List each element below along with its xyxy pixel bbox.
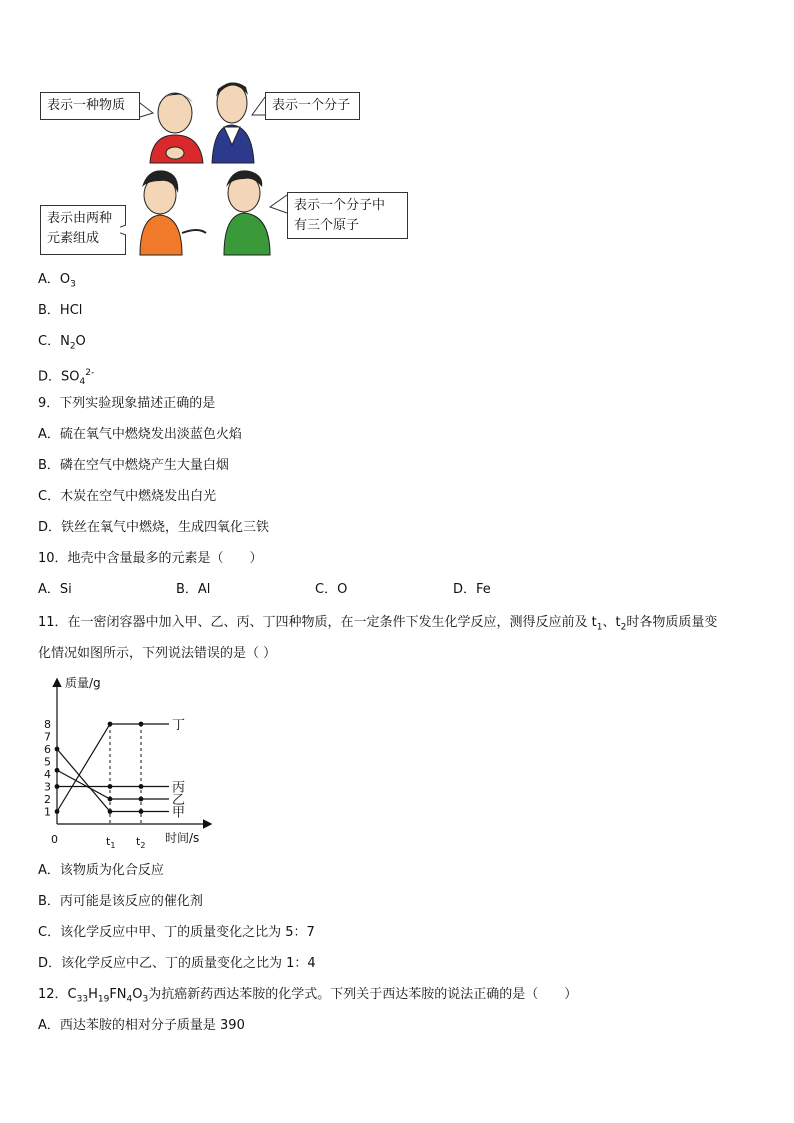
q11-option-c: C．该化学反应中甲、丁的质量变化之比为 5：7 [38, 925, 315, 940]
q11-option-a: A．该物质为化合反应 [38, 863, 164, 878]
q8-option-c: C．$N_2O$ [38, 334, 86, 352]
q11-stem-line1: 11．在一密闭容器中加入甲、乙、丙、丁四种物质，在一定条件下发生化学反应，测得反应前及 $t_1$、$t_2$时各物质质量变 [38, 615, 718, 633]
speech-bubble-three-atoms: 表示一个分子中 有三个原子 [287, 192, 408, 239]
q11-stem-line2: 化情况如图所示，下列说法错误的是（ ） [38, 646, 277, 661]
q8-option-d: D．$SO_4^{2-}$ [38, 368, 95, 387]
y-axis-label: 质量/g [65, 676, 101, 690]
q9-option-b: B．磷在空气中燃烧产生大量白烟 [38, 458, 229, 473]
series-label: 丁 [172, 718, 186, 733]
data-point [108, 784, 113, 789]
q8-option-b: B．HCl [38, 303, 83, 318]
q9-option-a: A．硫在氧气中燃烧发出淡蓝色火焰 [38, 427, 242, 442]
q9-stem: 9．下列实验现象描述正确的是 [38, 396, 216, 411]
x-axis-label: 时间/s [165, 831, 200, 845]
y-tick-label: 5 [44, 755, 51, 769]
q12-option-a: A．西达苯胺的相对分子质量是 390 [38, 1018, 245, 1033]
data-point [108, 722, 113, 727]
data-point [55, 809, 60, 814]
mass-time-chart [40, 672, 240, 857]
y-tick-label: 7 [44, 730, 51, 744]
girl-bottom-left [140, 170, 206, 255]
series-label: 丙 [172, 780, 186, 796]
data-point [55, 784, 60, 789]
speech-bubble-two-elements: 表示由两种 元素组成 [40, 205, 126, 255]
data-point [55, 768, 60, 773]
q10-option-d: D．Fe [453, 582, 491, 597]
q9-option-c: C．木炭在空气中燃烧发出白光 [38, 489, 217, 504]
x-tick-t2: $t_2$ [136, 835, 146, 850]
data-point [139, 784, 144, 789]
boy-top-left [150, 93, 203, 163]
cartoon-figures [120, 75, 320, 260]
series-label: 甲 [172, 805, 186, 821]
data-point [139, 809, 144, 814]
q10-option-c: C．O [315, 582, 348, 597]
data-point [139, 722, 144, 727]
speech-bubble-molecule: 表示一个分子 [265, 92, 360, 120]
speech-bubble-substance: 表示一种物质 [40, 92, 140, 120]
man-top-right [212, 82, 254, 163]
y-tick-label: 2 [44, 793, 51, 806]
data-point [108, 809, 113, 814]
series-line-3 [57, 749, 169, 812]
series-line-0 [57, 724, 169, 812]
y-tick-label: 1 [44, 805, 51, 819]
q10-option-a: A．Si [38, 582, 72, 597]
q10-option-b: B．Al [176, 582, 211, 597]
boy-bottom-right [224, 170, 270, 255]
data-point [55, 747, 60, 752]
q12-stem: 12．$C_{33}H_{19}FN_4O_3$为抗癌新药西达苯胺的化学式。下列关于西达苯胺的说法正确的是（ ） [38, 987, 578, 1005]
origin-label: 0 [51, 833, 58, 846]
y-tick-label: 4 [44, 768, 51, 781]
y-tick-label: 8 [44, 718, 51, 731]
q10-stem: 10．地壳中含量最多的元素是（ ） [38, 551, 263, 566]
y-tick-label: 6 [44, 743, 51, 756]
q11-option-b: B．丙可能是该反应的催化剂 [38, 894, 203, 909]
q8-option-a: A．$O_3$ [38, 272, 76, 290]
q11-option-d: D．该化学反应中乙、丁的质量变化之比为 1：4 [38, 956, 316, 971]
data-point [139, 797, 144, 802]
data-point [108, 797, 113, 802]
x-tick-t1: $t_1$ [106, 835, 116, 850]
q9-option-d: D．铁丝在氧气中燃烧，生成四氧化三铁 [38, 520, 270, 535]
y-tick-label: 3 [44, 780, 51, 794]
series-label: 乙 [172, 793, 186, 808]
